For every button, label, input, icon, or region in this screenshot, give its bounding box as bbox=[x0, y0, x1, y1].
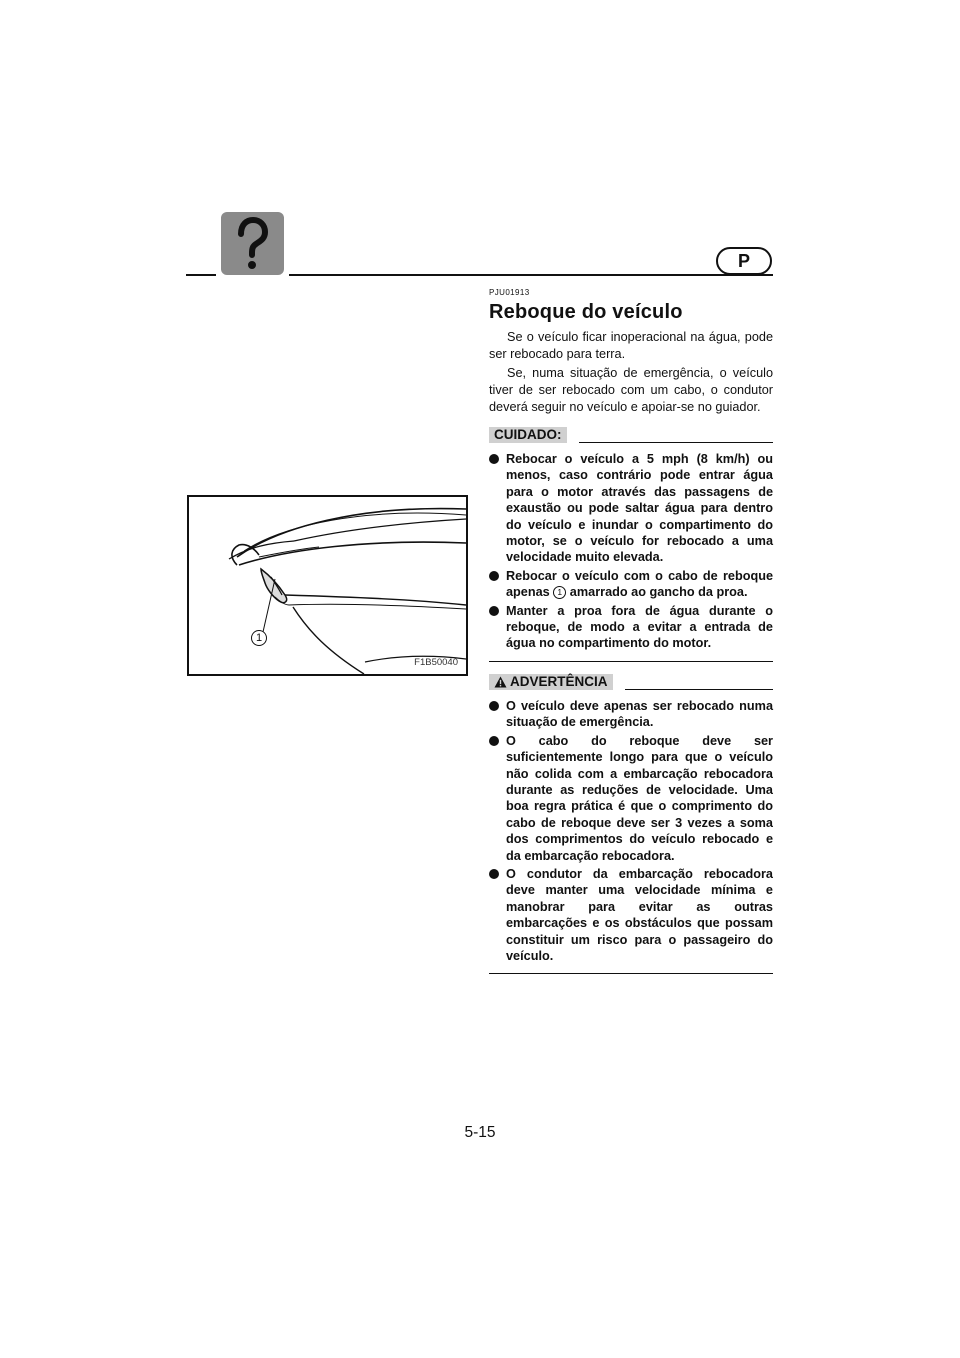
bullet-icon bbox=[489, 454, 499, 464]
list-item bbox=[489, 568, 773, 601]
question-mark-icon bbox=[221, 212, 284, 275]
page-number: 5-15 bbox=[464, 1124, 496, 1141]
caution-header bbox=[489, 427, 773, 443]
list-item-text: Manter a proa fora de água durante o reboque, de modo a evitar a entrada de água no compartimento do motor. bbox=[506, 603, 773, 651]
towing-figure bbox=[187, 495, 468, 676]
paragraph: Se, numa situação de emergência, o veículo tiver de ser rebocado com um cabo, o condutor deverá seguir no veículo e apoiar-se no guiador. bbox=[489, 366, 773, 414]
bullet-icon bbox=[489, 571, 499, 581]
header-rule-left bbox=[186, 274, 216, 276]
section-code: PJU01913 bbox=[489, 288, 530, 297]
figure-code: F1B50040 bbox=[414, 657, 458, 668]
list-item bbox=[489, 866, 773, 964]
bullet-icon bbox=[489, 736, 499, 746]
warning-end-rule bbox=[489, 973, 773, 974]
warning-header bbox=[489, 674, 773, 690]
paragraph: Se o veículo ficar inoperacional na água, pode ser rebocado para terra. bbox=[489, 330, 773, 361]
warning-triangle-icon bbox=[494, 676, 507, 688]
caution-end-rule bbox=[489, 661, 773, 662]
list-item-text: Rebocar o veículo a 5 mph (8 km/h) ou menos, caso contrário pode entrar água para o motor através das passagens de exaustão ou pode saltar água para dentro do veículo e inundar o compartimento do motor, se o veículo for rebocado a uma velocidade muito elevada. bbox=[506, 452, 773, 565]
callout-number: 1 bbox=[553, 586, 566, 599]
bullet-icon bbox=[489, 701, 499, 711]
watercraft-bow-illustration bbox=[189, 497, 466, 674]
caution-list bbox=[489, 451, 773, 652]
bullet-icon bbox=[489, 869, 499, 879]
language-badge: P bbox=[716, 247, 772, 275]
list-item bbox=[489, 698, 773, 731]
caution-rule bbox=[579, 442, 773, 443]
list-item-text: O condutor da embarcação rebocadora deve manter uma velocidade mínima e manobrar para evitar as outras embarcações e os obstáculos que possam constituir um risco para o passageiro do veículo. bbox=[506, 866, 773, 963]
header-rule-right bbox=[289, 274, 773, 276]
list-item-text: O cabo do reboque deve ser suficientemente longo para que o veículo não colida com a embarcação rebocadora durante as reduções de velocidade. Uma boa regra prática é que o comprimento do cabo de reboque deve ser 3 vezes a soma dos comprimentos do veículo rebocado e da embarcação rebocadora. bbox=[506, 733, 773, 863]
list-item bbox=[489, 603, 773, 652]
list-item-text: amarrado ao gancho da proa. bbox=[569, 585, 748, 600]
caution-label: CUIDADO: bbox=[489, 427, 567, 443]
warning-list bbox=[489, 698, 773, 965]
bullet-icon bbox=[489, 606, 499, 616]
list-item-text: O veículo deve apenas ser rebocado numa situação de emergência. bbox=[506, 698, 773, 730]
figure-callout: 1 bbox=[251, 630, 267, 646]
list-item bbox=[489, 451, 773, 566]
list-item-text: Rebocar o veículo com o cabo de reboque apenas bbox=[506, 568, 773, 600]
content-column bbox=[489, 288, 773, 974]
warning-rule bbox=[625, 689, 773, 690]
warning-label: ADVERTÊNCIA bbox=[510, 673, 608, 689]
list-item bbox=[489, 733, 773, 864]
page-title: Reboque do veículo bbox=[489, 301, 683, 323]
warning-badge bbox=[489, 674, 613, 690]
